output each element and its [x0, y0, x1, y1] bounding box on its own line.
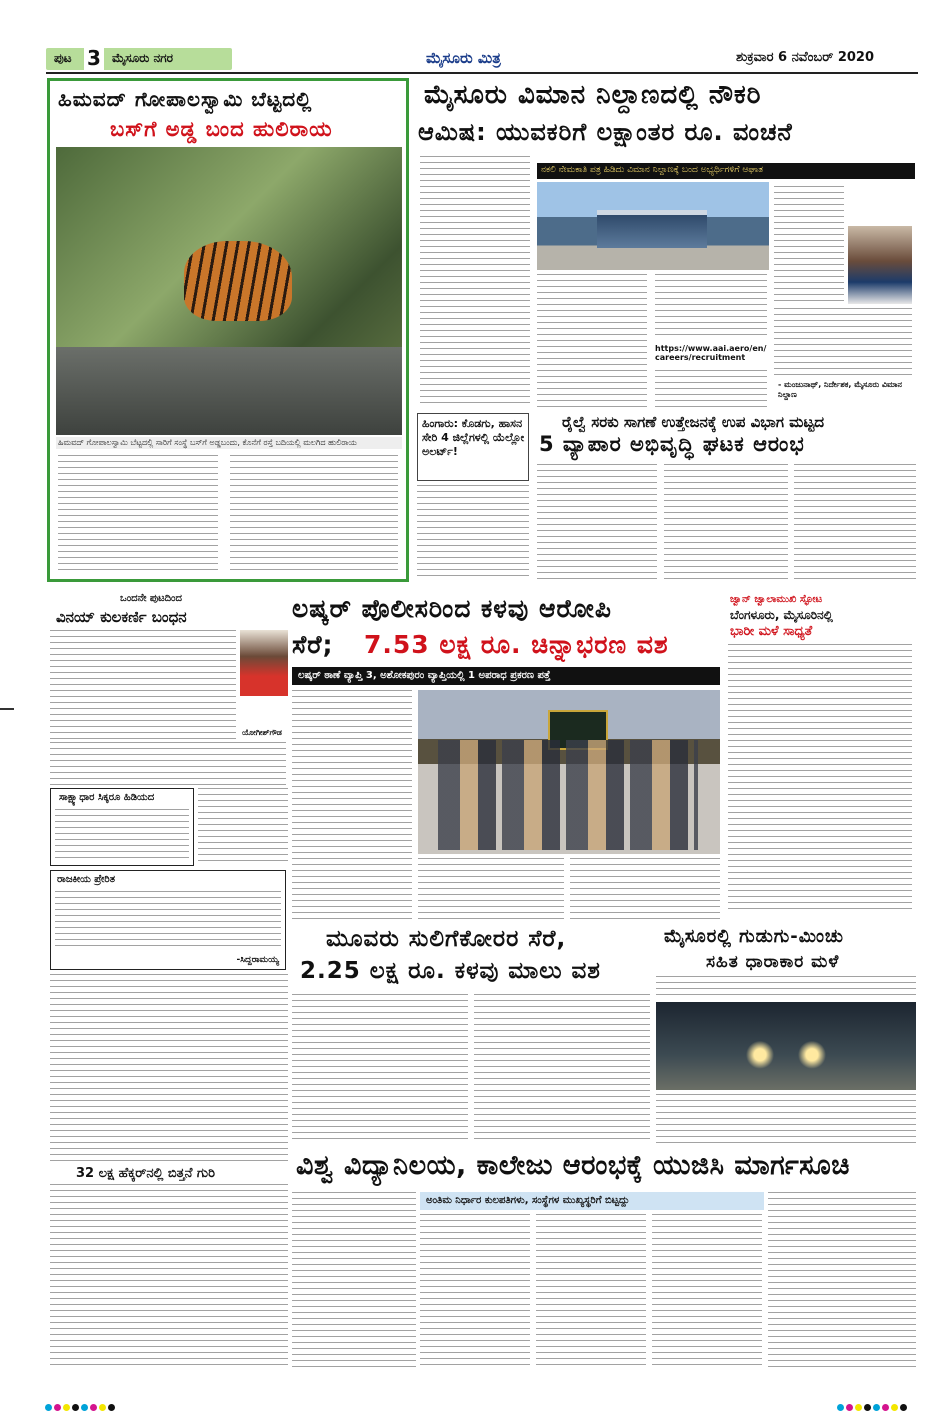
registration-dot — [882, 1404, 889, 1411]
tiger-story — [47, 78, 409, 582]
registration-dot — [900, 1404, 907, 1411]
page-number-badge — [46, 48, 232, 70]
tiger-photo-caption: ಹಿಮವದ್ ಗೋಪಾಲಸ್ವಾಮಿ ಬೆಟ್ಟದಲ್ಲಿ ಸಾರಿಗೆ ಸಂಸ್ಥೆ ಬಸ್‌ಗೆ ಅಡ್ಡಬಂದು, ಕೊನೆಗೆ ರಸ್ತೆ ಬದಿಯಲ್ಲಿ ಮಲಗಿದ ಹುಲಿರಾಯ — [56, 437, 402, 449]
thunder-headline-1: ಮೈಸೂರಲ್ಲಿ ಗುಡುಗು-ಮಿಂಚು — [664, 926, 844, 947]
registration-dot — [837, 1404, 844, 1411]
registration-dot — [63, 1404, 70, 1411]
registration-dot — [108, 1404, 115, 1411]
rock — [56, 347, 402, 435]
masthead: ಮೈಸೂರು ಮಿತ್ರ — [426, 49, 501, 67]
railway-body-col1 — [537, 464, 657, 582]
airport-body-col3b — [655, 370, 767, 408]
registration-dot — [864, 1404, 871, 1411]
page-number: 3 — [84, 46, 104, 70]
airport-strip-text: ನಕಲಿ ನೇಮಕಾತಿ ಪತ್ರ ಹಿಡಿದು ವಿಮಾನ ನಿಲ್ದಾಣಕ್ಕೆ ಬಂದ ಅಭ್ಯರ್ಥಿಗಳಿಗೆ ಆಘಾತ — [541, 165, 763, 175]
quote-text — [774, 186, 844, 306]
tiger-figure — [184, 241, 292, 321]
rain-body — [728, 644, 912, 914]
railway-headline-1: ರೈಲ್ವೆ ಸರಕು ಸಾಗಣೆ ಉತ್ತೇಜನಕ್ಕೆ ಉಪ ವಿಭಾಗ ಮಟ್ಟದ — [562, 413, 825, 431]
ugc-strip-text: ಅಂತಿಮ ನಿರ್ಧಾರ ಕುಲಪತಿಗಳು, ಸಂಸ್ಥೆಗಳ ಮುಖ್ಯಸ್ಥರಿಗೆ ಬಿಟ್ಟದ್ದು — [426, 1195, 630, 1206]
ugc-headline: ವಿಶ್ವ ವಿದ್ಯಾನಿಲಯ, ಕಾಲೇಜು ಆರಂಭಕ್ಕೆ ಯುಜಿಸಿ ಮಾರ್ಗಸೂಚಿ — [296, 1150, 850, 1181]
header-rule — [46, 72, 918, 74]
footer-dots-left — [44, 1396, 116, 1415]
lashkar-strip — [292, 667, 720, 685]
railway-body-col2 — [664, 464, 788, 582]
registration-dot — [81, 1404, 88, 1411]
footer-dots-right — [836, 1396, 908, 1415]
yellow-alert-box — [417, 413, 529, 481]
robbers-headline-1: ಮೂವರು ಸುಲಿಗೆಕೋರರ ಸೆರೆ, — [326, 926, 567, 952]
margin-mark — [0, 708, 14, 710]
vinay-headline: ವಿನಯ್ ಕುಲಕರ್ಣಿ ಬಂಧನ — [56, 608, 187, 626]
vinay-sub2-author: -ಸಿದ್ದರಾಮಯ್ಯ — [236, 955, 279, 965]
airport-url: https://www.aai.aero/en/careers/recruitment — [655, 344, 767, 362]
footer-color-dots — [0, 1396, 945, 1408]
police-group — [438, 740, 698, 850]
page-label: ಪುಟ — [54, 51, 72, 65]
rain-line-2: ಭಾರೀ ಮಳೆ ಸಾಧ್ಯತೆ — [730, 624, 813, 639]
tiger-headline-1: ಹಿಮವದ್ ಗೋಪಾಲಸ್ವಾಮಿ ಬೆಟ್ಟದಲ್ಲಿ — [58, 87, 313, 111]
yellow-alert-body — [417, 485, 529, 581]
hackers-body — [50, 1184, 288, 1368]
railway-headline-2: 5 ವ್ಯಾಪಾರ ಅಭಿವೃದ್ಧಿ ಘಟಕ ಆರಂಭ — [539, 432, 805, 456]
thunder-headline-2: ಸಹಿತ ಧಾರಾಕಾರ ಮಳೆ — [706, 952, 840, 972]
rain-kicker: ಜ್ವಾನ್ ಜ್ವಾಲಾಮುಖಿ ಸ್ಫೋಟ — [730, 594, 823, 605]
ugc-body-col1 — [292, 1192, 416, 1368]
lashkar-headline-2b: 7.53 ಲಕ್ಷ ರೂ. ಚಿನ್ನಾಭರಣ ವಶ — [364, 630, 669, 659]
rain-line-1: ಬೆಂಗಳೂರು, ಮೈಸೂರಿನಲ್ಲಿ — [730, 608, 833, 622]
tiger-headline-2: ಬಸ್‌ಗೆ ಅಡ್ಡ ಬಂದ ಹುಲಿರಾಯ — [110, 117, 333, 141]
vinay-body-4 — [50, 974, 288, 1166]
robbers-headline-2: 2.25 ಲಕ್ಷ ರೂ. ಕಳವು ಮಾಲು ವಶ — [300, 958, 601, 984]
airport-body-col2 — [537, 274, 647, 408]
vinay-sub1: ಸಾಕ್ಷ್ಯಾಧಾರ ಸಿಕ್ಕರೂ ಹಿಡಿಯದ — [59, 792, 155, 803]
registration-dot — [873, 1404, 880, 1411]
registration-dot — [45, 1404, 52, 1411]
vinay-body-3 — [198, 788, 288, 866]
registration-dot — [90, 1404, 97, 1411]
tiger-photo — [56, 147, 402, 435]
lashkar-strip-text: ಲಷ್ಕರ್ ಠಾಣೆ ವ್ಯಾಪ್ತಿ 3, ಅಶೋಕಪುರಂ ವ್ಯಾಪ್ತಿಯಲ್ಲಿ 1 ಅಪರಾಧ ಪ್ರಕರಣ ಪತ್ತೆ — [298, 670, 551, 681]
airport-photo — [537, 182, 769, 270]
ugc-body-col5 — [768, 1192, 916, 1368]
vinay-sub2-body — [55, 891, 281, 951]
quote-box — [774, 182, 916, 408]
registration-dot — [72, 1404, 79, 1411]
section-name: ಮೈಸೂರು ನಗರ — [112, 51, 174, 65]
registration-dot — [855, 1404, 862, 1411]
date: ಶುಕ್ರವಾರ 6 ನವೆಂಬರ್ 2020 — [736, 50, 875, 65]
lashkar-headline-1: ಲಷ್ಕರ್ ಪೊಲೀಸರಿಂದ ಕಳವು ಆರೋಪಿ — [292, 594, 612, 623]
registration-dot — [846, 1404, 853, 1411]
thunder-body — [656, 1094, 916, 1144]
lashkar-body-col1 — [292, 690, 412, 922]
robbers-body-col1 — [292, 994, 468, 1144]
quote-text-2 — [774, 308, 912, 378]
tiger-body-col2 — [230, 455, 398, 575]
page-header — [46, 48, 918, 70]
yellow-alert-headline: ಹಿಂಗಾರು: ಕೊಡಗು, ಹಾಸನ ಸೇರಿ 4 ಜಿಲ್ಲೆಗಳಲ್ಲಿ ಯೆಲ್ಲೋ ಅಲರ್ಟ್! — [422, 417, 525, 458]
vinay-kicker: ಒಂದನೇ ಪುಟದಿಂದ — [120, 593, 182, 604]
airport-body-intro — [420, 156, 530, 408]
thunder-body-lead — [656, 976, 916, 1000]
vinay-body-1 — [50, 630, 236, 740]
ugc-body-col2 — [420, 1214, 530, 1368]
airport-headline-2: ಆಮಿಷ: ಯುವಕರಿಗೆ ಲಕ್ಷಾಂತರ ರೂ. ವಂಚನೆ — [418, 118, 793, 146]
vinay-photo — [240, 630, 288, 696]
railway-body-col3 — [794, 464, 916, 582]
quote-author: - ಮಂಜುನಾಥ್, ನಿರ್ದೇಶಕ, ಮೈಸೂರು ವಿಮಾನ ನಿಲ್ದಾಣ — [778, 380, 902, 399]
vinay-sub1-body — [55, 809, 189, 861]
terminal-building — [597, 210, 707, 248]
ugc-strip — [420, 1192, 764, 1210]
airport-headline-1: ಮೈಸೂರು ವಿಮಾನ ನಿಲ್ದಾಣದಲ್ಲಿ ನೌಕರಿ — [424, 80, 762, 110]
vinay-sub2-box — [50, 870, 286, 970]
airport-strip — [537, 163, 915, 179]
vinay-sub1-box — [50, 788, 194, 866]
robbers-body-col2 — [474, 994, 650, 1144]
lashkar-body-col2 — [418, 858, 564, 922]
ugc-body-col3 — [536, 1214, 646, 1368]
lashkar-headline-2a: ಸೆರೆ; — [292, 630, 334, 659]
vinay-body-2 — [50, 742, 286, 786]
thunder-photo — [656, 1002, 916, 1090]
lashkar-photo — [418, 690, 720, 854]
airport-body-col3 — [655, 274, 767, 340]
registration-dot — [99, 1404, 106, 1411]
registration-dot — [891, 1404, 898, 1411]
tiger-body-col1 — [58, 455, 218, 575]
registration-dot — [54, 1404, 61, 1411]
rain-warning-box — [726, 594, 916, 918]
hackers-headline: 32 ಲಕ್ಷ ಹೆಕ್ಕರ್‌ನಲ್ಲಿ ಬಿತ್ತನೆ ಗುರಿ — [76, 1166, 215, 1181]
vinay-photo-label: ಯೋಗೀಶ್‌ಗೌಡ — [242, 728, 282, 737]
lashkar-body-col3 — [570, 858, 720, 922]
person-photo — [848, 226, 912, 304]
vinay-sub2: ರಾಜಕೀಯ ಪ್ರೇರಿತ — [57, 874, 116, 885]
ugc-body-col4 — [652, 1214, 762, 1368]
